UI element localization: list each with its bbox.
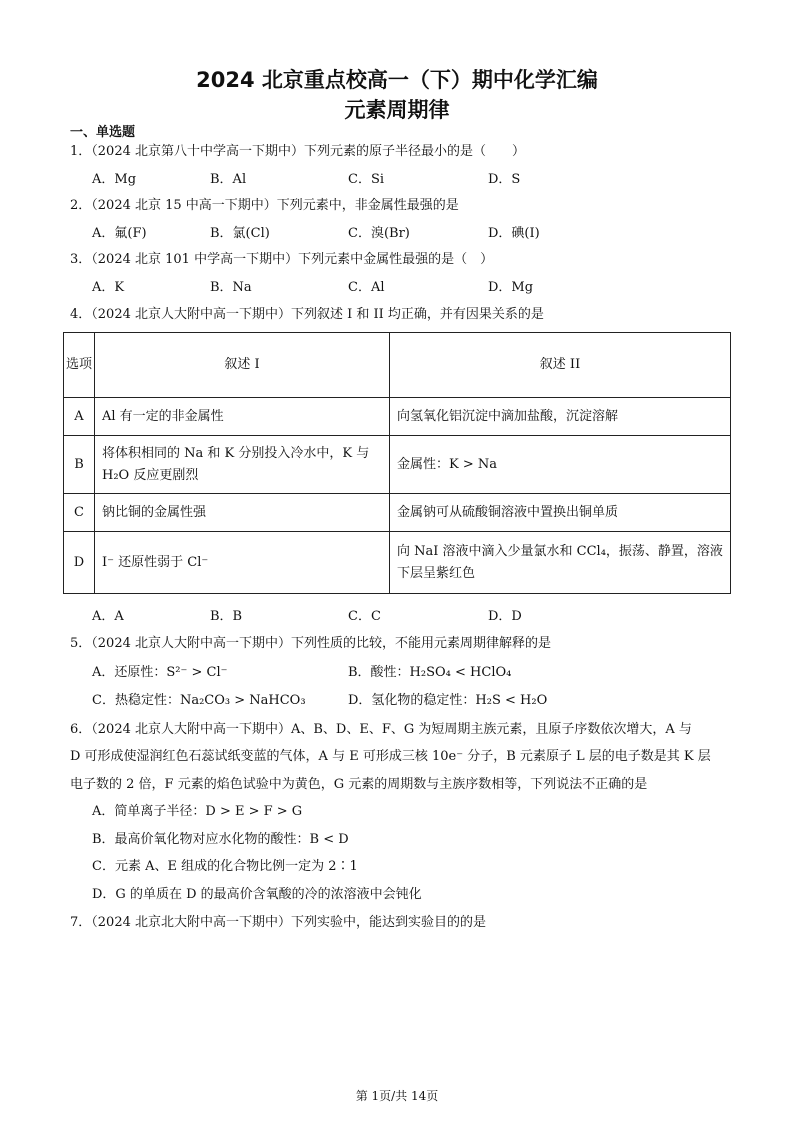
- q2-option-a: A．氟(F): [92, 226, 147, 241]
- table-header-cell: 叙述 II: [390, 333, 731, 398]
- question-6-stem-line: 6．（2024 北京人大附中高一下期中）A、B、D、E、F、G 为短周期主族元素，且原子序数依次增大，A 与: [70, 722, 692, 737]
- q4-option-b: B．B: [210, 609, 243, 624]
- q1-option-d: D．S: [488, 172, 521, 187]
- table-cell: D: [64, 532, 95, 594]
- document-title: 2024 北京重点校高一（下）期中化学汇编: [196, 68, 598, 92]
- table-cell: A: [64, 398, 95, 436]
- q2-option-c: C．溴(Br): [348, 226, 410, 241]
- q3-option-b: B．Na: [210, 280, 252, 295]
- table-cell: 向氢氧化铝沉淀中滴加盐酸，沉淀溶解: [390, 398, 731, 436]
- table-cell: 钠比铜的金属性强: [95, 494, 390, 532]
- q5-option-d: D．氢化物的稳定性：H₂S < H₂O: [348, 693, 548, 708]
- q6-option-c: C．元素 A、E 组成的化合物比例一定为 2∶1: [92, 859, 358, 874]
- table-cell: I⁻ 还原性弱于 Cl⁻: [95, 532, 390, 594]
- question-6-stem-line: D 可形成使湿润红色石蕊试纸变蓝的气体，A 与 E 可形成三核 10e⁻ 分子，B 元素原子 L 层的电子数是其 K 层: [70, 749, 711, 764]
- q4-option-c: C．C: [348, 609, 381, 624]
- q1-option-b: B．Al: [210, 172, 247, 187]
- table-cell: 向 NaI 溶液中滴入少量氯水和 CCl₄，振荡、静置，溶液下层呈紫红色: [390, 532, 731, 594]
- question-3-stem: 3．（2024 北京 101 中学高一下期中）下列元素中金属性最强的是（ ）: [70, 252, 494, 267]
- q1-option-c: C．Si: [348, 172, 385, 187]
- q3-option-d: D．Mg: [488, 280, 534, 295]
- q5-option-a: A．还原性：S²⁻ > Cl⁻: [92, 665, 228, 680]
- table-row: [64, 494, 731, 532]
- question-1-stem: 1．（2024 北京第八十中学高一下期中）下列元素的原子半径最小的是（ ）: [70, 144, 525, 159]
- q6-option-d: D．G 的单质在 D 的最高价含氧酸的冷的浓溶液中会钝化: [92, 887, 422, 902]
- q3-option-a: A．K: [92, 280, 125, 295]
- q5-option-c: C．热稳定性：Na₂CO₃ > NaHCO₃: [92, 693, 306, 708]
- table-cell: 金属钠可从硫酸铜溶液中置换出铜单质: [390, 494, 731, 532]
- table-row: [64, 398, 731, 436]
- q4-option-d: D．D: [488, 609, 522, 624]
- q2-option-d: D．碘(I): [488, 226, 540, 241]
- q4-table: [63, 332, 731, 594]
- table-header-row: [64, 333, 731, 398]
- table-cell: C: [64, 494, 95, 532]
- table-cell: Al 有一定的非金属性: [95, 398, 390, 436]
- table-row: [64, 532, 731, 594]
- document-subtitle: 元素周期律: [344, 98, 450, 122]
- table-header-cell: 叙述 I: [95, 333, 390, 398]
- question-2-stem: 2．（2024 北京 15 中高一下期中）下列元素中，非金属性最强的是: [70, 198, 459, 213]
- table-row: [64, 436, 731, 494]
- q5-option-b: B．酸性：H₂SO₄ < HClO₄: [348, 665, 512, 680]
- table-cell: 将体积相同的 Na 和 K 分别投入冷水中，K 与 H₂O 反应更剧烈: [95, 436, 390, 494]
- table-cell: B: [64, 436, 95, 494]
- section-heading: 一、单选题: [70, 125, 136, 140]
- question-7-stem: 7．（2024 北京北大附中高一下期中）下列实验中，能达到实验目的的是: [70, 915, 486, 930]
- q1-option-a: A．Mg: [92, 172, 137, 187]
- page-footer: 第 1页/共 14页: [355, 1089, 439, 1103]
- q6-option-a: A．简单离子半径：D > E > F > G: [92, 804, 303, 819]
- question-4-stem: 4．（2024 北京人大附中高一下期中）下列叙述 I 和 II 均正确，并有因果关系的是: [70, 307, 544, 322]
- question-6-stem-line: 电子数的 2 倍，F 元素的焰色试验中为黄色，G 元素的周期数与主族序数相等，下列说法不正确的是: [70, 777, 648, 792]
- table-header-cell: 选项: [64, 333, 95, 398]
- q3-option-c: C．Al: [348, 280, 385, 295]
- q2-option-b: B．氯(Cl): [210, 226, 270, 241]
- question-5-stem: 5．（2024 北京人大附中高一下期中）下列性质的比较，不能用元素周期律解释的是: [70, 636, 551, 651]
- table-cell: 金属性：K > Na: [390, 436, 731, 494]
- q6-option-b: B．最高价氧化物对应水化物的酸性：B < D: [92, 832, 349, 847]
- q4-option-a: A．A: [92, 609, 124, 624]
